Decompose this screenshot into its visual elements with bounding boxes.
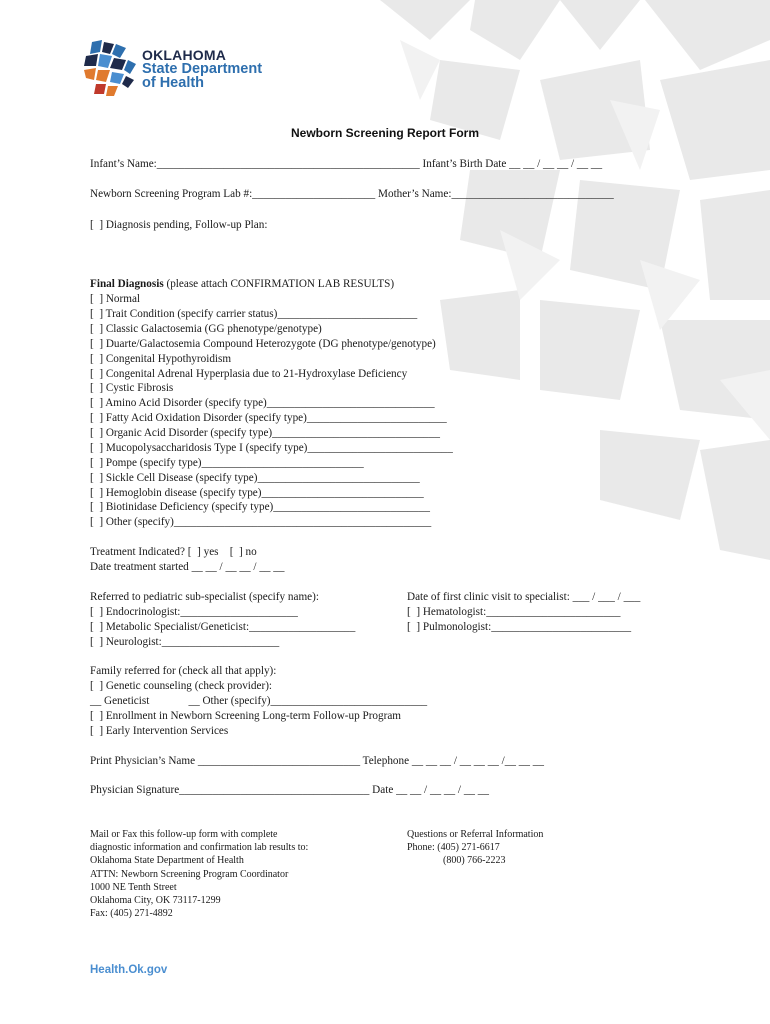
- genetic-counseling-checkbox[interactable]: [ ] Genetic counseling (check provider):: [90, 680, 273, 692]
- long-term-follow-up-checkbox[interactable]: [ ] Enrollment in Newborn Screening Long-term Follow-up Program: [90, 710, 402, 722]
- diagnosis-option[interactable]: [ ] Classic Galactosemia (GG phenotype/genotype): [90, 323, 322, 335]
- diagnosis-option[interactable]: [ ] Organic Acid Disorder (specify type)______________________________: [90, 427, 440, 439]
- referral-pulmonologist[interactable]: [ ] Pulmonologist:_________________________: [407, 621, 632, 633]
- diagnosis-option[interactable]: [ ] Hemoglobin disease (specify type)_____________________________: [90, 487, 424, 499]
- diagnosis-option[interactable]: [ ] Cystic Fibrosis: [90, 382, 174, 394]
- diagnosis-pending-checkbox[interactable]: [ ] Diagnosis pending, Follow-up Plan:: [90, 219, 268, 231]
- diagnosis-option[interactable]: [ ] Normal: [90, 293, 141, 305]
- mail-address: 1000 NE Tenth Street: [90, 882, 177, 893]
- final-diagnosis-heading: [90, 277, 394, 292]
- form-title: Newborn Screening Report Form: [290, 126, 480, 140]
- mail-address: Oklahoma State Department of Health: [90, 855, 244, 866]
- diagnosis-option[interactable]: [ ] Mucopolysaccharidosis Type I (specify type)__________________________: [90, 442, 453, 454]
- referral-hematologist[interactable]: [ ] Hematologist:________________________: [407, 606, 621, 618]
- contact-phone-tollfree: (800) 766-2223: [443, 855, 506, 866]
- early-intervention-checkbox[interactable]: [ ] Early Intervention Services: [90, 725, 229, 737]
- diagnosis-option[interactable]: [ ] Congenital Hypothyroidism: [90, 353, 232, 365]
- referral-metabolic-geneticist[interactable]: [ ] Metabolic Specialist/Geneticist:___________________: [90, 621, 356, 633]
- diagnosis-option[interactable]: [ ] Amino Acid Disorder (specify type)______________________________: [90, 397, 435, 409]
- lab-and-mother-field[interactable]: Newborn Screening Program Lab #:______________________ Mother’s Name:_____________________________: [90, 188, 614, 200]
- diagnosis-option[interactable]: [ ] Other (specify)______________________________________________: [90, 516, 432, 528]
- referral-neurologist[interactable]: [ ] Neurologist:_____________________: [90, 636, 280, 648]
- mail-instructions: Mail or Fax this follow-up form with complete: [90, 829, 278, 840]
- osdh-logo: [82, 40, 282, 96]
- logo-line-oklahoma: OKLAHOMA: [142, 47, 227, 63]
- referral-heading: Referred to pediatric sub-specialist (specify name):: [90, 591, 319, 603]
- referral-endocrinologist[interactable]: [ ] Endocrinologist:_____________________: [90, 606, 298, 618]
- diagnosis-option[interactable]: [ ] Sickle Cell Disease (specify type)_____________________________: [90, 472, 420, 484]
- diagnosis-option[interactable]: [ ] Pompe (specify type)_____________________________: [90, 457, 364, 469]
- mail-address: ATTN: Newborn Screening Program Coordinator: [90, 869, 289, 880]
- physician-name-telephone-field[interactable]: Print Physician’s Name _____________________________ Telephone __ __ __ / __ __ __ /__ __ __: [90, 755, 544, 767]
- footer-website-link[interactable]: Health.Ok.gov: [90, 964, 168, 976]
- logo-line-state-department: State Department: [142, 61, 263, 77]
- treatment-date-field[interactable]: Date treatment started __ __ / __ __ / __ __: [90, 561, 285, 573]
- infant-name-field[interactable]: Infant’s Name:_______________________________________________ Infant’s Birth Date __ __ / __ __ / __ __: [90, 158, 603, 170]
- mail-instructions: diagnostic information and confirmation lab results to:: [90, 842, 309, 853]
- treatment-indicated-field[interactable]: Treatment Indicated? [ ] yes [ ] no: [90, 546, 257, 558]
- final-diagnosis-label: Final Diagnosis: [90, 278, 164, 290]
- oklahoma-star-logo-icon: [82, 40, 136, 96]
- family-referred-heading: Family referred for (check all that apply):: [90, 665, 277, 677]
- contact-heading: Questions or Referral Information: [407, 829, 544, 840]
- first-clinic-visit-date[interactable]: Date of first clinic visit to specialist: ___ / ___ / ___: [407, 591, 641, 603]
- diagnosis-option[interactable]: [ ] Congenital Adrenal Hyperplasia due to 21-Hydroxylase Deficiency: [90, 368, 408, 380]
- logo-line-of-health: of Health: [142, 75, 205, 91]
- fax-number: Fax: (405) 271-4892: [90, 908, 173, 919]
- contact-phone: Phone: (405) 271-6617: [407, 842, 500, 853]
- physician-signature-date-field[interactable]: Physician Signature__________________________________ Date __ __ / __ __ / __ __: [90, 784, 489, 796]
- final-diagnosis-note: (please attach CONFIRMATION LAB RESULTS): [163, 278, 395, 290]
- diagnosis-option[interactable]: [ ] Trait Condition (specify carrier status)_________________________: [90, 308, 418, 320]
- mail-address: Oklahoma City, OK 73117-1299: [90, 895, 221, 906]
- diagnosis-option[interactable]: [ ] Fatty Acid Oxidation Disorder (specify type)_________________________: [90, 412, 447, 424]
- diagnosis-option[interactable]: [ ] Biotinidase Deficiency (specify type)____________________________: [90, 501, 430, 513]
- geneticist-other-field[interactable]: __ Geneticist __ Other (specify)____________________________: [90, 695, 428, 707]
- diagnosis-option[interactable]: [ ] Duarte/Galactosemia Compound Heterozygote (DG phenotype/genotype): [90, 338, 436, 350]
